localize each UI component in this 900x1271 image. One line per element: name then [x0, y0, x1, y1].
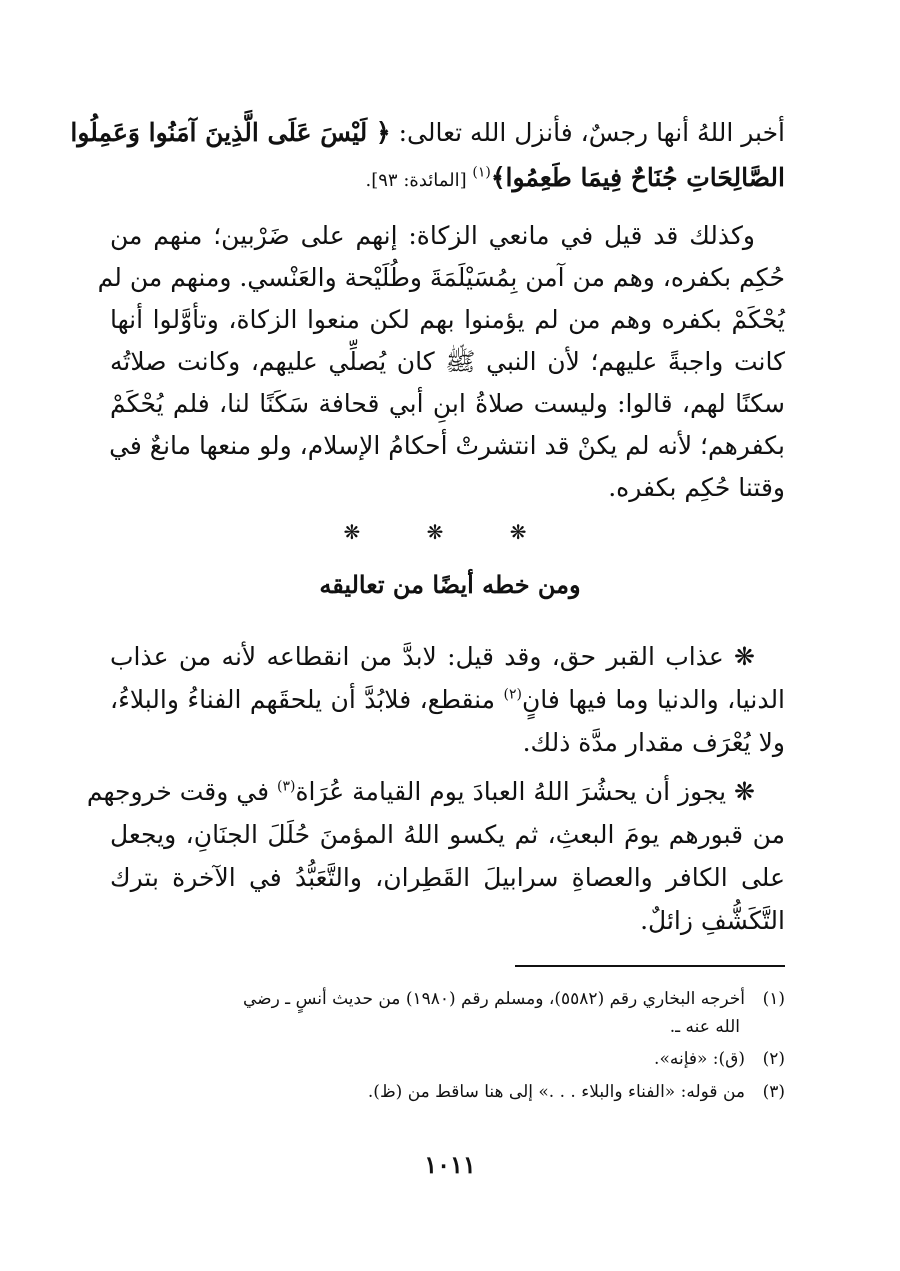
paragraph-line: من قبورهم يومَ البعثِ، ثم يكسو اللهُ المؤمنَ حُلَلَ الجنَانِ، ويجعل	[110, 820, 785, 849]
paragraph-line: على الكافر والعصاةِ سرابيلَ القَطِران، والتَّعَبُّدُ في الآخرة بترك	[110, 863, 785, 892]
paragraph-line: وكذلك قد قيل في مانعي الزكاة: إنهم على ضَرْبين؛ منهم من	[110, 221, 755, 250]
text-run: ❋ يجوز أن يحشُرَ اللهُ العبادَ يوم القيامة عُرَاة	[295, 777, 755, 806]
paragraph-grave-punishment	[110, 635, 785, 764]
footnote-text: من قوله: «الفناء والبلاء . . .» إلى هنا ساقط من (ظ).	[367, 1082, 745, 1102]
footnote-number: (٣)	[762, 1082, 785, 1102]
footnote-1	[110, 985, 785, 1041]
paragraph-zakat	[97, 215, 785, 509]
paragraph-line: التَّكَشُّفِ زائلٌ.	[640, 906, 785, 935]
quran-verse: ﴿ لَيْسَ عَلَى الَّذِينَ آمَنُوا وَعَمِلُوا	[70, 118, 391, 147]
paragraph-line: سكنًا لهم، قالوا: وليست صلاةُ ابنِ أبي قحافة سَكَنًا لنا، فلم يُحْكَمْ	[110, 389, 785, 418]
paragraph-quran-verse	[70, 110, 785, 203]
text-run: أخبر اللهُ أنها رجسٌ، فأنزل الله تعالى:	[390, 118, 785, 147]
text-run: في وقت خروجهم	[86, 777, 277, 806]
footnote-marker[interactable]: (٣)	[276, 778, 296, 795]
paragraph-line	[70, 110, 785, 155]
page-number: ١٠١١	[424, 1150, 476, 1179]
text-run: منقطع، فلابُدَّ أن يلحقَهم الفناءُ والبلاءُ،	[110, 685, 504, 714]
paragraph-line: حُكِم بكفره، وهم من آمن بِمُسَيْلَمَةَ وطُلَيْحة والعَنْسي. ومنهم من لم	[97, 263, 785, 292]
footnote-divider	[515, 965, 785, 967]
footnote-number: (١)	[762, 989, 785, 1009]
paragraph-line: بكفرهم؛ لأنه لم يكنْ قد انتشرتْ أحكامُ الإسلام، ولو منعها مانعٌ في	[109, 431, 785, 460]
text-run: الدنيا، والدنيا وما فيها فانٍ	[521, 685, 786, 714]
footnote-text: أخرجه البخاري رقم (٥٥٨٢)، ومسلم رقم (١٩٨٠) من حديث أنسٍ ـ رضي	[242, 989, 745, 1009]
paragraph-line	[86, 770, 785, 813]
paragraph-resurrection	[86, 770, 785, 942]
paragraph-line: وقتنا حُكِم بكفره.	[608, 473, 785, 502]
footnote-text: الله عنه ـ.	[669, 1017, 740, 1037]
footnote-number: (٢)	[762, 1049, 785, 1069]
section-separator: ❋ ❋ ❋	[343, 520, 557, 544]
footnote-text: (ق): «فإنه».	[654, 1049, 745, 1069]
paragraph-line	[110, 155, 785, 203]
quran-verse: الصَّالِحَاتِ جُنَاحٌ فِيمَا طَعِمُوا﴾	[490, 163, 785, 192]
paragraph-line: كانت واجبةً عليهم؛ لأن النبي ﷺ كان يُصلِّي عليهم، وكانت صلاتُه	[110, 347, 785, 376]
footnote-2	[110, 1045, 785, 1073]
footnote-marker[interactable]: (٢)	[503, 686, 522, 703]
footnote-3	[110, 1078, 785, 1106]
paragraph-line	[110, 678, 785, 721]
paragraph-line: ولا يُعْرَف مقدار مدَّة ذلك.	[522, 728, 785, 757]
section-heading: ومن خطه أيضًا من تعاليقه	[319, 570, 581, 599]
surah-reference: [المائدة: ٩٣].	[365, 170, 473, 191]
paragraph-line: يُحْكَمْ بكفره وهم من لم يؤمنوا بهم لكن منعوا الزكاة، وتأوَّلوا أنها	[110, 305, 785, 334]
footnote-marker[interactable]: (١)	[472, 164, 491, 181]
paragraph-line: ❋ عذاب القبر حق، وقد قيل: لابدَّ من انقطاعه لأنه من عذاب	[110, 642, 755, 671]
